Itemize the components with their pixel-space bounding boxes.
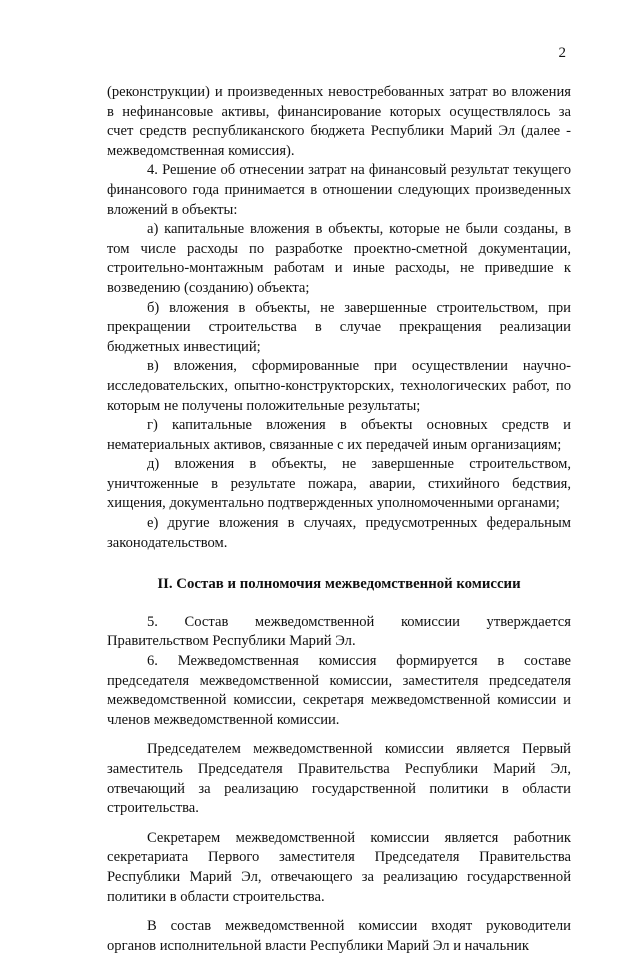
- section-heading: II. Состав и полномочия межведомственной комиссии: [157, 576, 521, 593]
- list-item-b: б) вложения в объекты, не завершенные строительством, при прекращении строительства в случае прекращения реализации бюджетных инвестиций;: [107, 299, 571, 355]
- list-item-e: е) другие вложения в случаях, предусмотренных федеральным законодательством.: [107, 515, 571, 551]
- paragraph-clause-6: 6. Межведомственная комиссия формируется в составе председателя межведомственной комиссии, заместителя председателя межведомственной комиссии, секретаря межведомственной комиссии и членов межведомственной комиссии.: [107, 653, 571, 728]
- paragraph-members: В состав межведомственной комиссии входят руководители органов исполнительной власти Республики Марий Эл и начальник: [107, 918, 571, 954]
- paragraph-continuation: (реконструкции) и произведенных невостребованных затрат во вложения в нефинансовые активы, финансирование которых осуществлялось за счет средств республиканского бюджета Республики Марий Эл (далее - межведомственная комиссия).: [107, 84, 571, 159]
- list-item-a: а) капитальные вложения в объекты, которые не были созданы, в том числе расходы по разработке проектно-сметной документации, строительно-монтажным работам и иные расходы, не приведшие к возведению (созданию) объекта;: [107, 221, 571, 296]
- list-item-d: д) вложения в объекты, не завершенные строительством, уничтоженные в результате пожара, аварии, стихийного бедствия, хищения, документально подтвержденных уполномоченными органами;: [107, 456, 571, 512]
- paragraph-clause-4: 4. Решение об отнесении затрат на финансовый результат текущего финансового года принимается в отношении следующих произведенных вложений в объекты:: [107, 162, 571, 218]
- page-number: 2: [558, 45, 566, 61]
- document-body: [107, 83, 571, 956]
- paragraph-secretary: Секретарем межведомственной комиссии является работник секретариата Первого заместителя Председателя Правительства Республики Марий Эл, отвечающего за реализацию государственной политики в области строительства.: [107, 829, 571, 905]
- list-item-v: в) вложения, сформированные при осуществлении научно-исследовательских, опытно-конструкторских, технологических работ, по которым не получены положительные результаты;: [107, 358, 571, 414]
- paragraph-chairman: Председателем межведомственной комиссии является Первый заместитель Председателя Правительства Республики Марий Эл, отвечающий за реализацию государственной политики в области строительства.: [107, 741, 571, 817]
- paragraph-clause-5: 5. Состав межведомственной комиссии утверждается Правительством Республики Марий Эл.: [107, 613, 571, 650]
- list-item-g: г) капитальные вложения в объекты основных средств и нематериальных активов, связанные с их передачей иным организациям;: [107, 417, 571, 453]
